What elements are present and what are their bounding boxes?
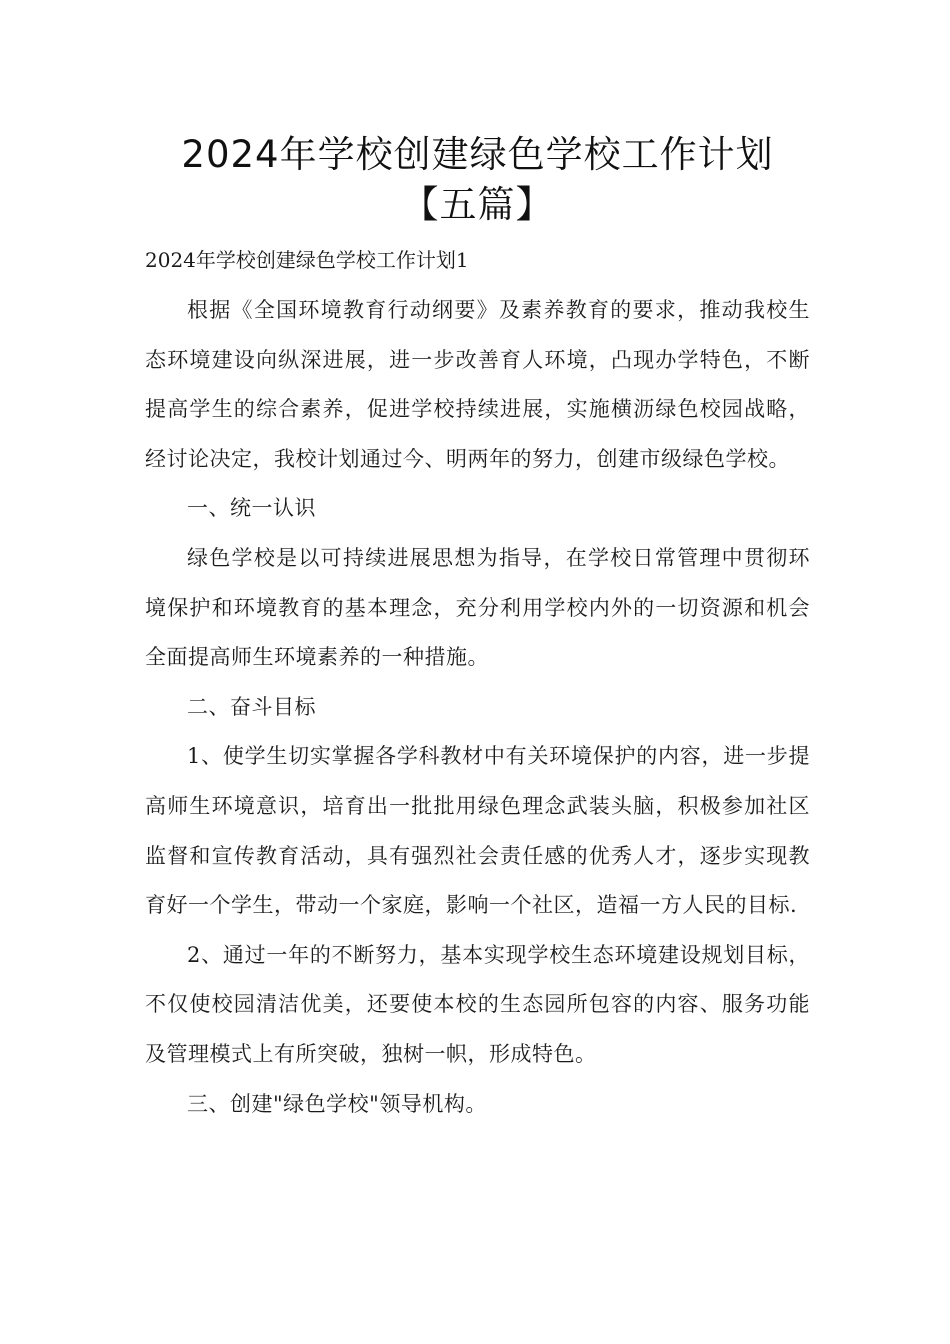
section-subtitle: 2024年学校创建绿色学校工作计划1 xyxy=(145,248,469,272)
document-page xyxy=(145,130,810,1129)
document-title: 2024年学校创建绿色学校工作计划【五篇】 xyxy=(181,133,774,226)
paragraph-goal-2: 2、通过一年的不断努力，基本实现学校生态环境建设规划目标，不仅使校园清洁优美，还要使本校的生态园所包容的内容、服务功能及管理模式上有所突破，独树一帜，形成特色。 xyxy=(145,942,810,1066)
paragraph-goal-1: 1、使学生切实掌握各学科教材中有关环境保护的内容，进一步提高师生环境意识，培育出一批批用绿色理念武装头脑，积极参加社区监督和宣传教育活动，具有强烈社会责任感的优秀人才，逐步实现教育好一个学生，带动一个家庭，影响一个社区，造福一方人民的目标. xyxy=(145,744,810,918)
paragraph-intro: 根据《全国环境教育行动纲要》及素养教育的要求，推动我校生态环境建设向纵深进展，进一步改善育人环境，凸现办学特色，不断提高学生的综合素养，促进学校持续进展，实施横沥绿色校园战略，经讨论决定，我校计划通过今、明两年的努力，创建市级绿色学校。 xyxy=(145,298,810,471)
heading-leadership: 三、创建"绿色学校"领导机构。 xyxy=(187,1091,487,1116)
heading-unify-understanding: 一、统一认识 xyxy=(187,496,316,521)
paragraph-green-school-definition: 绿色学校是以可持续进展思想为指导，在学校日常管理中贯彻环境保护和环境教育的基本理念，充分利用学校内外的一切资源和机会全面提高师生环境素养的一种措施。 xyxy=(145,545,810,670)
heading-goals: 二、奋斗目标 xyxy=(187,694,316,719)
